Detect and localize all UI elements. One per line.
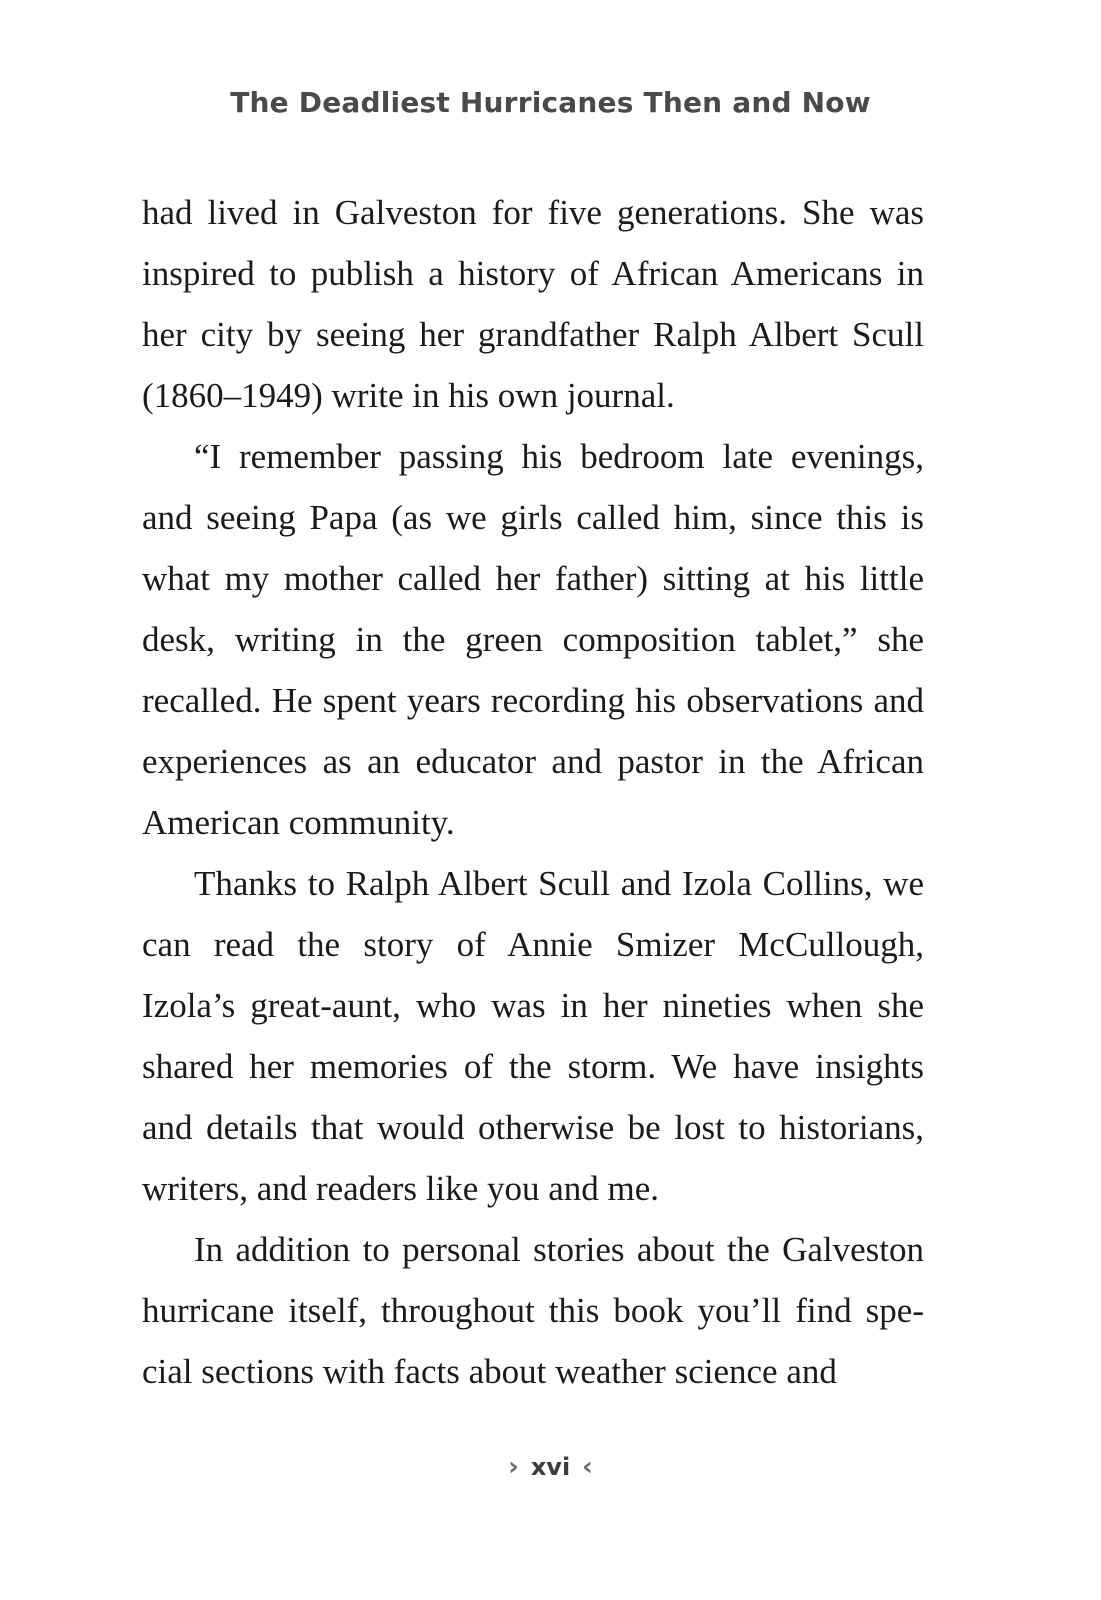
folio-right-ornament: ‹: [582, 1452, 593, 1482]
paragraph: had lived in Galveston for five generations. She was inspired to publish a history of African Americans in her city by seeing her grandfather Ralph Albert Scull (1860–1949) write in his own journal.: [142, 193, 924, 415]
folio-left-ornament: ›: [508, 1452, 519, 1482]
page-folio: [0, 1452, 1101, 1482]
paragraph: “I remember passing his bedroom late evenings, and seeing Papa (as we girls called him, since this is what my mother called her father) sitting at his little desk, writing in the green composition tablet,” she recalled. He spent years recording his observations and experiences as an educator and pastor in the African American community.: [142, 437, 924, 842]
body-text: [142, 182, 924, 1402]
running-head: The Deadliest Hurricanes Then and Now: [230, 86, 871, 119]
paragraph: Thanks to Ralph Albert Scull and Izola Collins, we can read the story of Annie Smizer McCullough, Izola’s great-aunt, who was in her nineties when she shared her memories of the storm. We have insights and details that would otherwise be lost to historians, writers, and readers like you and me.: [142, 864, 924, 1208]
paragraph: In addition to personal stories about the Galveston hurricane itself, throughout this book you’ll find special sections with facts about weather science and: [142, 1230, 924, 1391]
page-number: xvi: [530, 1453, 571, 1481]
